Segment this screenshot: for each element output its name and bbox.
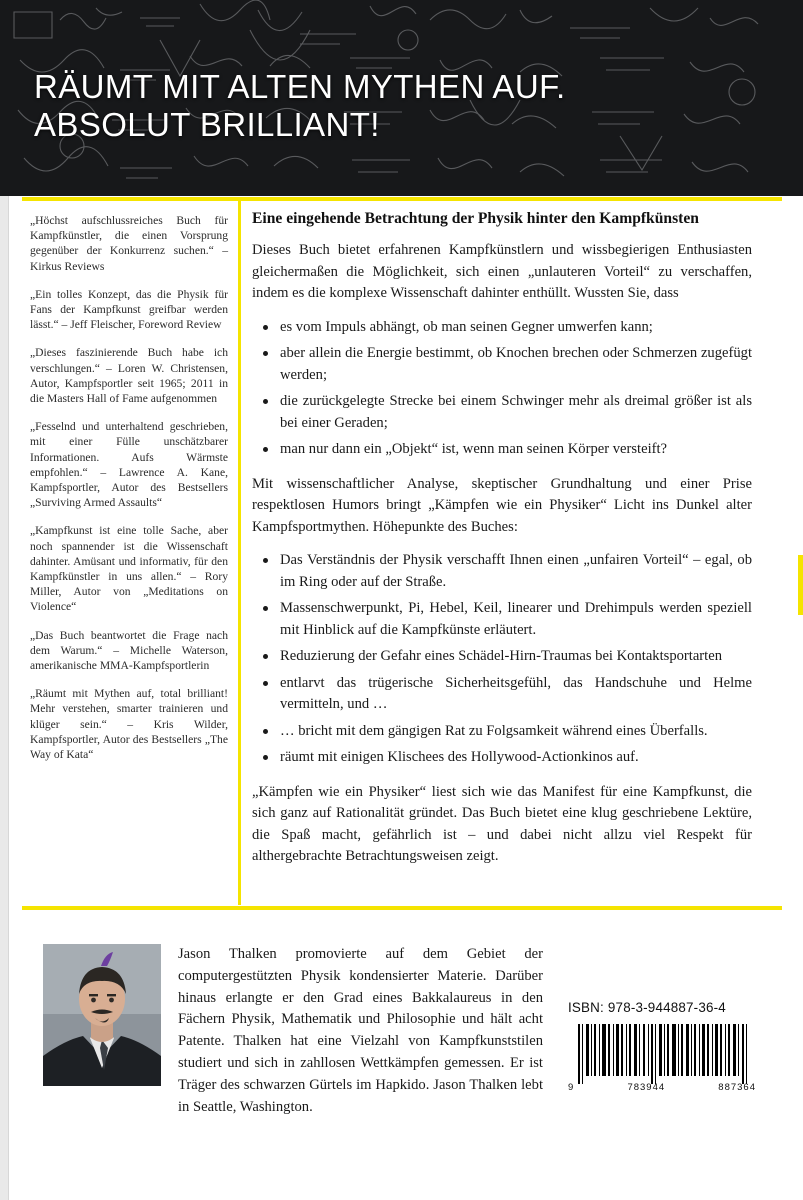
list-item: Reduzierung der Gefahr eines Schädel-Hirn-Traumas bei Kontaktsportarten [278, 646, 752, 668]
hero-headline [34, 68, 774, 144]
divider-top [22, 197, 782, 201]
divider-bottom [22, 906, 782, 910]
main-closing-paragraph: „Kämpfen wie ein Physiker“ liest sich wie das Manifest für eine Kampfkunst, die sich ganz auf Rationalität gründet. Das Buch bietet eine klug geschriebene Lektüre, die Spaß macht, gefährlich ist – und dabei nicht allzu viel Respekt für althergebrachte Betrachtungsweisen zeigt. [252, 783, 752, 864]
barcode-digit-right: 887364 [718, 1082, 756, 1093]
list-item: Das Verständnis der Physik verschafft Ihnen einen „unfairen Vorteil“ – egal, ob im Ring oder auf der Straße. [278, 550, 752, 593]
list-item: … bricht mit dem gängigen Rat zu Folgsamkeit während eines Überfalls. [278, 721, 752, 743]
review-blurb: „Kampfkunst ist eine tolle Sache, aber noch spannender ist die Wissenschaft dahinter. Amüsant und informativ, für den Kampfkünstler in uns allen.“ – Rory Miller, Autor von „Meditations on Violence“ [30, 524, 228, 614]
list-item: man nur dann ein „Objekt“ ist, wenn man seinen Körper versteift? [278, 439, 752, 461]
main-mid-paragraph: Mit wissenschaftlicher Analyse, skeptischer Grundhaltung und einer Prise respektlosen Humors bringt „Kämpfen wie ein Physiker“ Licht ins Dunkel alter Kampfsportmythen. Höhepunkte des Buches: [252, 475, 752, 535]
barcode-digits [568, 1082, 756, 1093]
review-blurbs [30, 213, 228, 775]
isbn-label: ISBN: 978-3-944887-36-4 [568, 1000, 726, 1015]
facts-list [252, 317, 752, 461]
review-blurb: „Ein tolles Konzept, das die Physik für Fans der Kampfkunst greifbar werden lässt.“ – Jeff Fleischer, Foreword Review [30, 287, 228, 332]
barcode [568, 1024, 756, 1096]
author-photo [43, 944, 161, 1086]
review-blurb: „Fesselnd und unterhaltend geschrieben, mit einer Fülle unschätzbarer Informationen. Aufs Wärmste empfohlen.“ – Lawrence A. Kane, Kampfsportler, Autor des Bestsellers „Surviving Armed Assaults“ [30, 420, 228, 510]
barcode-digit-left: 9 [568, 1082, 575, 1093]
list-item: entlarvt das trügerische Sicherheitsgefühl, das Handschuhe und Helme vermitteln, und … [278, 673, 752, 716]
divider-right-stub [798, 555, 803, 615]
barcode-bars [568, 1024, 756, 1084]
review-blurb: „Dieses faszinierende Buch habe ich verschlungen.“ – Loren W. Christensen, Autor, Kampfsportler seit 1965; 2011 in die Masters Hall of Fame aufgenommen [30, 346, 228, 406]
main-intro-paragraph: Dieses Buch bietet erfahrenen Kampfkünstlern und wissbegierigen Enthusiasten gleichermaßen die Möglichkeit, sich einen „unlauteren Vorteil“ zu verschaffen, indem es die komplexe Wissenschaft dahinter enthüllt. Wussten Sie, dass [252, 242, 752, 301]
barcode-digit-mid: 783944 [627, 1082, 666, 1093]
hero-headline-line2: ABSOLUT BRILLIANT! [34, 106, 380, 143]
list-item: es vom Impuls abhängt, ob man seinen Gegner umwerfen kann; [278, 317, 752, 339]
author-bio: Jason Thalken promovierte auf dem Gebiet der computergestützten Physik kondensierter Materie. Darüber hinaus erlangte er den Grad eines Bakkalaureus in den Fächern Physik, Mathematik und Philosophie und hält acht Patente. Thalken hat eine Vielzahl von Kampfkunststilen studiert und sich in zahllosen Wettkämpfen gemessen. Er ist Träger des schwarzen Gürtels im Hapkido. Jason Thalken lebt in Seattle, Washington. [178, 946, 543, 1115]
main-description [252, 209, 752, 880]
review-blurb: „Das Buch beantwortet die Frage nach dem Warum.“ – Michelle Waterson, amerikanische MMA-Kampfsportlerin [30, 628, 228, 673]
main-heading: Eine eingehende Betrachtung der Physik hinter den Kampfkünsten [252, 210, 699, 227]
list-item: räumt mit einigen Klischees des Hollywood-Actionkinos auf. [278, 747, 752, 769]
list-item: die zurückgelegte Strecke bei einem Schwinger mehr als dreimal größer ist als bei einer Geraden; [278, 391, 752, 434]
list-item: aber allein die Energie bestimmt, ob Knochen brechen oder Schmerzen zugefügt werden; [278, 343, 752, 386]
hero-headline-line1: RÄUMT MIT ALTEN MYTHEN AUF. [34, 68, 566, 105]
hero-banner [0, 0, 803, 196]
divider-vertical [238, 201, 241, 905]
list-item: Massenschwerpunkt, Pi, Hebel, Keil, linearer und Drehimpuls werden speziell mit Hinblick auf die Kampfkünste erläutert. [278, 598, 752, 641]
review-blurb: „Räumt mit Mythen auf, total brilliant! Mehr verstehen, smarter trainieren und klüger sein.“ – Kris Wilder, Kampfsportler, Autor des Bestsellers „The Way of Kata“ [30, 687, 228, 762]
highlights-list [252, 550, 752, 769]
author-portrait-illustration [43, 944, 161, 1086]
review-blurb: „Höchst aufschlussreiches Buch für Kampfkünstler, die einen Vorsprung gegenüber der Konkurrenz suchen.“ – Kirkus Reviews [30, 214, 228, 273]
